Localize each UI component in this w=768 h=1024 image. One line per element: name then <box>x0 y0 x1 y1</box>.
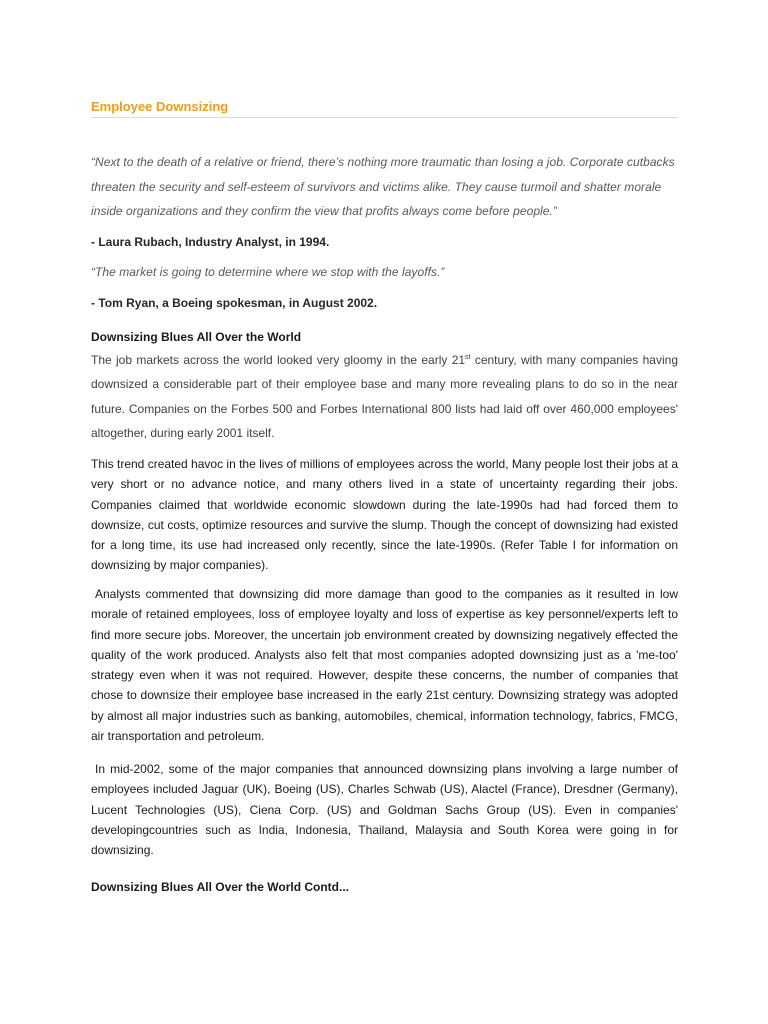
paragraph-job-markets <box>91 348 678 445</box>
document-title: Employee Downsizing <box>91 99 229 114</box>
attribution-rubach: - Laura Rubach, Industry Analyst, in 1994. <box>91 235 330 249</box>
paragraph-job-markets-rest: century, with many companies having downsized a considerable part of their employee base and many more revealing plans to do so in the near future. Companies on the Forbes 500 and Forbes International 800 lists had laid off over 460,000 employees' altogether, during early 2001 itself. <box>91 353 678 440</box>
paragraph-job-markets-start: The job markets across the world looked very gloomy in the early 21 <box>91 353 466 367</box>
paragraph-analysts: Analysts commented that downsizing did more damage than good to the companies as it resulted in low morale of retained employees, loss of employee loyalty and loss of expertise as key personnel/experts left to find more secure jobs. Moreover, the uncertain job environment created by downsizing negatively effected the quality of the work produced. Analysts also felt that most companies adopted downsizing just as a 'me-too' strategy even when it was not required. However, despite these concerns, the number of companies that chose to downsize their employee base increased in the early 21st century. Downsizing strategy was adopted by almost all major industries such as banking, automobiles, chemical, information technology, fabrics, FMCG, air transportation and petroleum. <box>91 587 678 744</box>
title-divider <box>91 117 678 118</box>
quote-ryan: “The market is going to determine where we stop with the layoffs.” <box>91 265 445 279</box>
section-heading-downsizing-blues: Downsizing Blues All Over the World <box>91 330 302 344</box>
section-heading-contd: Downsizing Blues All Over the World Contd... <box>91 880 350 894</box>
ordinal-suffix: st <box>465 354 471 361</box>
paragraph-havoc: This trend created havoc in the lives of millions of employees across the world, Many people lost their jobs at a very short or no advance notice, and many others lived in a state of uncertainty regarding their jobs. Companies claimed that worldwide economic slowdown during the late-1990s had had forced them to downsize, cut costs, optimize resources and survive the slump. Though the concept of downsizing had existed for a long time, its use had increased only recently, since the late-1990s. (Refer Table I for information on downsizing by major companies). <box>91 457 678 573</box>
paragraph-mid-2002: In mid-2002, some of the major companies that announced downsizing plans involving a large number of employees included Jaguar (UK), Boeing (US), Charles Schwab (US), Alactel (France), Dresdner (Germany), Lucent Technologies (US), Ciena Corp. (US) and Goldman Sachs Group (US). Even in companies' developingcountries such as India, Indonesia, Thailand, Malaysia and South Korea were going in for downsizing. <box>91 762 678 858</box>
quote-rubach: “Next to the death of a relative or friend, there’s nothing more traumatic than losing a job. Corporate cutbacks threaten the security and self-esteem of survivors and victims alike. They cause turmoil and shatter morale inside organizations and they confirm the view that profits always come before people.” <box>91 155 675 218</box>
attribution-ryan: - Tom Ryan, a Boeing spokesman, in August 2002. <box>91 296 378 310</box>
